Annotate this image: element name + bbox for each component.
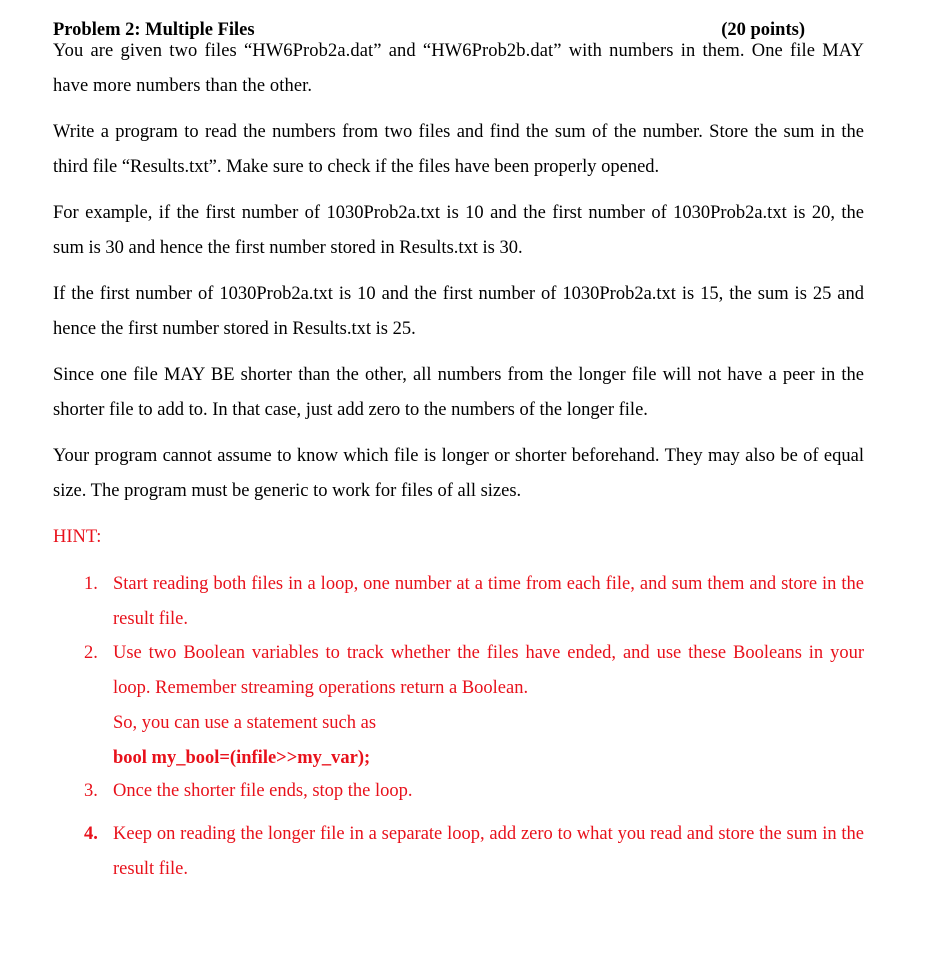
hint-item-3 — [84, 774, 864, 809]
paragraph-generic: Your program cannot assume to know which file is longer or shorter beforehand. They may also be of equal size. The program must be generic to work for files of all sizes. — [53, 446, 864, 501]
hint-item-text: Start reading both files in a loop, one number at a time from each file, and sum them and store in the result file. — [113, 574, 864, 629]
hint-item-number: 3. — [84, 781, 98, 801]
paragraph-shorter-file: Since one file MAY BE shorter than the other, all numbers from the longer file will not have a peer in the shorter file to add to. In that case, just add zero to the numbers of the longer file. — [53, 365, 864, 420]
paragraph-example-2: If the first number of 1030Prob2a.txt is 10 and the first number of 1030Prob2a.txt is 15, the sum is 25 and hence the first number stored in Results.txt is 25. — [53, 284, 864, 339]
hint-item-number: 4. — [84, 824, 98, 844]
hint-item-number: 2. — [84, 643, 98, 663]
hint-item-body — [113, 636, 864, 776]
hint-item-text: Once the shorter file ends, stop the loop. — [113, 781, 413, 801]
hint-label: HINT: — [53, 527, 102, 547]
hint-item-number: 1. — [84, 574, 98, 594]
hint-item-text: Keep on reading the longer file in a separate loop, add zero to what you read and store the sum in the result file. — [113, 824, 864, 879]
paragraph-example-1: For example, if the first number of 1030Prob2a.txt is 10 and the first number of 1030Prob2a.txt is 20, the sum is 30 and hence the first number stored in Results.txt is 30. — [53, 203, 864, 258]
problem-title: Problem 2: Multiple Files — [53, 20, 255, 40]
paragraph-intro: You are given two files “HW6Prob2a.dat” and “HW6Prob2b.dat” with numbers in them. One file MAY have more numbers than the other. — [53, 41, 864, 96]
paragraph-task: Write a program to read the numbers from two files and find the sum of the number. Store the sum in the third file “Results.txt”. Make sure to check if the files have been properly opened. — [53, 122, 864, 177]
hint-item-4 — [84, 817, 864, 887]
hint-item-extra: So, you can use a statement such as — [113, 713, 377, 733]
problem-points: (20 points) — [721, 20, 805, 40]
hint-item-text: Use two Boolean variables to track whether the files have ended, and use these Booleans in your loop. Remember streaming operations return a Boolean. — [113, 643, 864, 698]
hint-item-1 — [84, 567, 864, 637]
hint-code-statement: bool my_bool=(infile>>my_var); — [113, 748, 371, 768]
hint-item-2 — [84, 636, 864, 776]
